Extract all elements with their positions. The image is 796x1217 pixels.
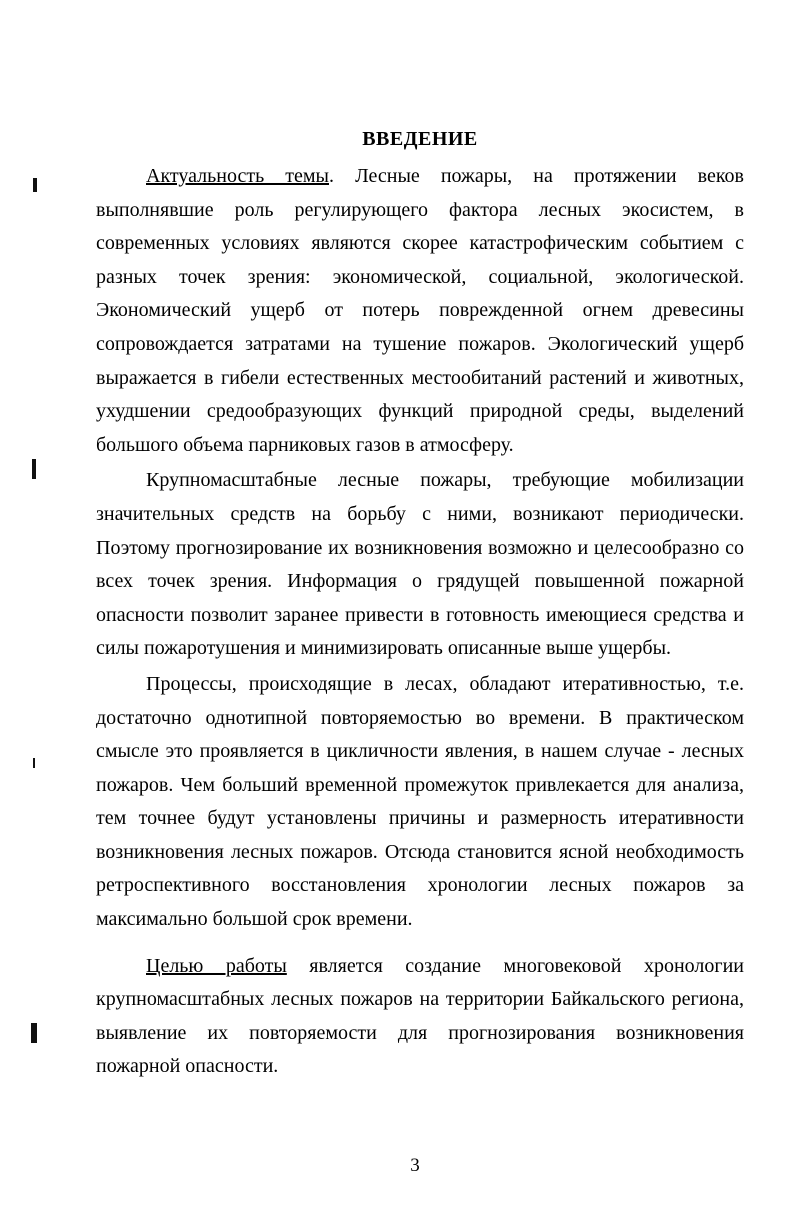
page-title: ВВЕДЕНИЕ [362, 128, 478, 150]
document-body [96, 160, 744, 1084]
goal-text: является создание многовековой хронологии крупномасштабных лесных пожаров на территории Байкальского региона, выявление их повторяемости для прогнозирования возникновения пожарной опасности. [96, 954, 744, 1078]
scan-mark [33, 178, 37, 192]
paragraph-large-fires: Крупномасштабные лесные пожары, требующие мобилизации значительных средств на борьбу с ними, возникают периодически. Поэтому прогнозирование их возникновения возможно и целесообразно со всех точек зрения. Информация о грядущей повышенной пожарной опасности позволит заранее привести в готовность имеющиеся средства и силы пожаротушения и минимизировать описанные выше ущербы. [96, 469, 744, 660]
scan-mark [33, 758, 35, 768]
scan-mark [32, 459, 36, 479]
scan-mark [31, 1023, 37, 1043]
page-number: 3 [410, 1155, 420, 1176]
relevance-text: . Лесные пожары, на протяжении веков выполнявшие роль регулирующего фактора лесных экосистем, в современных условиях являются скорее катастрофическим событием с разных точек зрения: экономической, социальной, экологической. Экономический ущерб от потерь поврежденной огнем древесины сопровождается затратами на тушение пожаров. Экологический ущерб выражается в гибели естественных местообитаний растений и животных, ухудшении средообразующих функций природной среды, выделений большого объема парниковых газов в атмосферу. [96, 165, 744, 456]
paragraph-relevance [96, 160, 744, 462]
goal-lead: Целью работы [146, 954, 287, 977]
relevance-lead: Актуальность темы [146, 165, 329, 187]
paragraph-iterativity: Процессы, происходящие в лесах, обладают итеративностью, т.е. достаточно однотипной повторяемостью во времени. В практическом смысле это проявляется в цикличности явления, в нашем случае - лесных пожаров. Чем больший временной промежуток привлекается для анализа, тем точнее будут установлены причины и размерность итеративности возникновения лесных пожаров. Отсюда становится ясной необходимость ретроспективного восстановления хронологии лесных пожаров за максимально большой срок времени. [96, 672, 744, 931]
paragraph-goal [96, 950, 744, 1084]
